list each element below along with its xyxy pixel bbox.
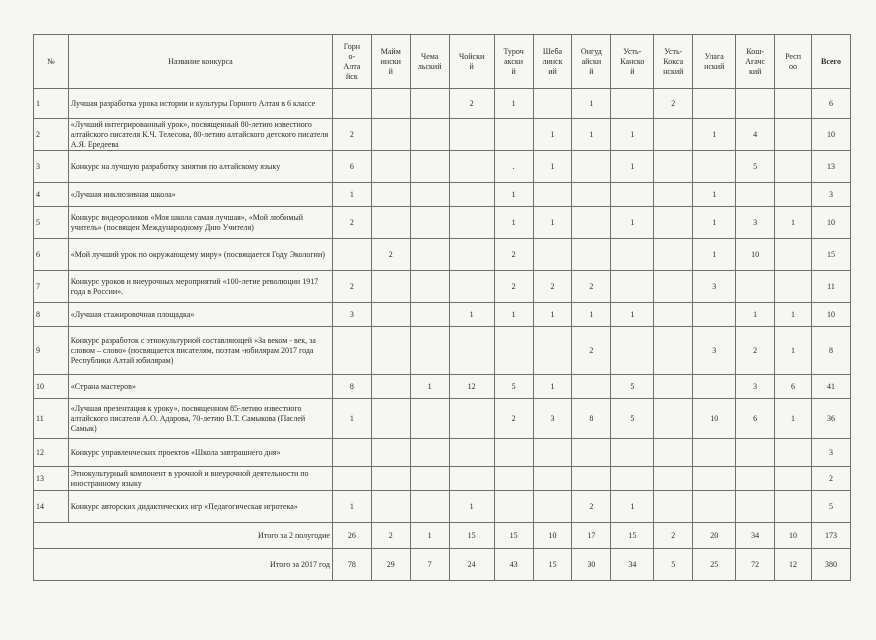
header-district: Усть- Кокса нский bbox=[654, 35, 693, 89]
contest-name: Конкурс авторских дидактических игр «Педагогическая игротека» bbox=[68, 491, 332, 523]
header-district: Чема льский bbox=[410, 35, 449, 89]
header-district: Чойски й bbox=[449, 35, 494, 89]
participant-count bbox=[736, 271, 775, 303]
contest-name: Конкурс управленческих проектов «Школа завтрашнего дня» bbox=[68, 439, 332, 467]
table-row bbox=[34, 271, 851, 303]
participant-count bbox=[332, 89, 371, 119]
participant-count bbox=[410, 439, 449, 467]
participant-count bbox=[332, 467, 371, 491]
summary-row bbox=[34, 523, 851, 549]
participant-count bbox=[654, 375, 693, 399]
participant-count: 6 bbox=[332, 151, 371, 183]
participant-count: 2 bbox=[654, 89, 693, 119]
participant-count bbox=[410, 491, 449, 523]
participant-count: 10 bbox=[736, 239, 775, 271]
summary-value: 30 bbox=[572, 549, 611, 581]
participant-count bbox=[410, 207, 449, 239]
participant-count bbox=[654, 327, 693, 375]
summary-row bbox=[34, 549, 851, 581]
participant-count bbox=[371, 183, 410, 207]
participant-count: 1 bbox=[611, 151, 654, 183]
participant-count: 2 bbox=[494, 399, 533, 439]
participant-count: 1 bbox=[533, 375, 572, 399]
summary-value: 34 bbox=[611, 549, 654, 581]
contest-name: Этнокультурный компонент в урочной и внеурочной деятельности по иностранному языку bbox=[68, 467, 332, 491]
participant-count bbox=[494, 467, 533, 491]
summary-value: 15 bbox=[611, 523, 654, 549]
header-district: Майм ински й bbox=[371, 35, 410, 89]
participant-count bbox=[736, 183, 775, 207]
summary-value: 78 bbox=[332, 549, 371, 581]
participant-count: 2 bbox=[449, 89, 494, 119]
participant-count: 1 bbox=[494, 183, 533, 207]
participant-count bbox=[775, 491, 812, 523]
participant-count bbox=[775, 151, 812, 183]
participant-count bbox=[332, 327, 371, 375]
participant-count bbox=[572, 151, 611, 183]
participant-count bbox=[572, 239, 611, 271]
participant-count bbox=[371, 207, 410, 239]
participant-count: 1 bbox=[410, 375, 449, 399]
table-row bbox=[34, 439, 851, 467]
participant-count: 2 bbox=[736, 327, 775, 375]
participant-count bbox=[410, 183, 449, 207]
participant-count bbox=[371, 151, 410, 183]
participant-count bbox=[410, 151, 449, 183]
participant-count bbox=[693, 303, 736, 327]
participant-count: 2 bbox=[332, 271, 371, 303]
participant-count bbox=[775, 271, 812, 303]
contest-name: Конкурс на лучшую разработку занятия по алтайскому языку bbox=[68, 151, 332, 183]
summary-label: Итого за 2017 год bbox=[34, 549, 333, 581]
participant-count bbox=[410, 119, 449, 151]
participant-count: 5 bbox=[611, 375, 654, 399]
row-total: 3 bbox=[811, 439, 850, 467]
row-total: 11 bbox=[811, 271, 850, 303]
participant-count bbox=[693, 151, 736, 183]
participant-count: 2 bbox=[494, 271, 533, 303]
participant-count: 1 bbox=[332, 183, 371, 207]
summary-value: 34 bbox=[736, 523, 775, 549]
header-district: Усть- Канско й bbox=[611, 35, 654, 89]
participant-count: 2 bbox=[572, 491, 611, 523]
participant-count: 1 bbox=[693, 207, 736, 239]
table-row bbox=[34, 399, 851, 439]
row-number: 8 bbox=[34, 303, 69, 327]
row-number: 9 bbox=[34, 327, 69, 375]
contest-name: Конкурс разработок с этнокультурной составляющей «За веком - век, за словом – слово» (посвящается писателям, поэтам -юбилярам 2017 года Республики Алтай юбилярам) bbox=[68, 327, 332, 375]
row-number: 6 bbox=[34, 239, 69, 271]
row-number: 12 bbox=[34, 439, 69, 467]
participant-count bbox=[410, 89, 449, 119]
participant-count: 2 bbox=[332, 119, 371, 151]
participant-count: 1 bbox=[693, 183, 736, 207]
participant-count: 1 bbox=[533, 303, 572, 327]
summary-value: 17 bbox=[572, 523, 611, 549]
summary-value: 10 bbox=[775, 523, 812, 549]
participant-count bbox=[449, 119, 494, 151]
table-body bbox=[34, 89, 851, 581]
participant-count bbox=[572, 467, 611, 491]
participant-count bbox=[693, 89, 736, 119]
participant-count: 10 bbox=[693, 399, 736, 439]
participant-count bbox=[775, 183, 812, 207]
participant-count: 1 bbox=[775, 303, 812, 327]
participant-count bbox=[410, 239, 449, 271]
summary-value: 2 bbox=[654, 523, 693, 549]
table-row bbox=[34, 239, 851, 271]
participant-count: 2 bbox=[572, 271, 611, 303]
contest-name: «Лучший интегрированный урок», посвященный 80-летию известного алтайского писателя К.Ч. Телесова, 80-летию алтайского детского писателя А.Я. Ередеева bbox=[68, 119, 332, 151]
participant-count bbox=[494, 491, 533, 523]
table-row bbox=[34, 375, 851, 399]
header-district: Туроч акски й bbox=[494, 35, 533, 89]
participant-count bbox=[494, 327, 533, 375]
participant-count: 3 bbox=[332, 303, 371, 327]
row-total: 41 bbox=[811, 375, 850, 399]
participant-count: 1 bbox=[449, 491, 494, 523]
header-total: Всего bbox=[811, 35, 850, 89]
participant-count: 6 bbox=[736, 399, 775, 439]
participant-count bbox=[533, 239, 572, 271]
row-number: 7 bbox=[34, 271, 69, 303]
participant-count bbox=[611, 89, 654, 119]
participant-count bbox=[654, 399, 693, 439]
summary-label: Итого за 2 полугодие bbox=[34, 523, 333, 549]
participant-count bbox=[693, 491, 736, 523]
summary-value: 29 bbox=[371, 549, 410, 581]
row-total: 10 bbox=[811, 119, 850, 151]
summary-value: 20 bbox=[693, 523, 736, 549]
participant-count: 1 bbox=[775, 207, 812, 239]
participant-count bbox=[611, 271, 654, 303]
row-total: 8 bbox=[811, 327, 850, 375]
row-number: 5 bbox=[34, 207, 69, 239]
summary-value: 5 bbox=[654, 549, 693, 581]
summary-value: 43 bbox=[494, 549, 533, 581]
contest-name: Конкурс видеороликов «Моя школа самая лучшая», «Мой любимый учитель» (посвящен Международному Дню Учителя) bbox=[68, 207, 332, 239]
participant-count bbox=[494, 119, 533, 151]
participant-count: 1 bbox=[332, 491, 371, 523]
participant-count: 5 bbox=[736, 151, 775, 183]
participant-count bbox=[332, 239, 371, 271]
participant-count: 1 bbox=[611, 491, 654, 523]
participant-count: 2 bbox=[533, 271, 572, 303]
row-number: 3 bbox=[34, 151, 69, 183]
participant-count: 5 bbox=[611, 399, 654, 439]
participant-count bbox=[572, 439, 611, 467]
summary-value: 25 bbox=[693, 549, 736, 581]
contest-name: «Лучшая инклюзивная школа» bbox=[68, 183, 332, 207]
participant-count bbox=[449, 439, 494, 467]
row-total: 36 bbox=[811, 399, 850, 439]
participant-count bbox=[654, 239, 693, 271]
participant-count: 3 bbox=[693, 271, 736, 303]
participant-count: 6 bbox=[775, 375, 812, 399]
participant-count bbox=[371, 327, 410, 375]
participant-count bbox=[654, 271, 693, 303]
participant-count: 1 bbox=[332, 399, 371, 439]
participant-count bbox=[775, 239, 812, 271]
contest-name: Конкурс уроков и внеурочных мероприятий «100-летие революции 1917 года в России». bbox=[68, 271, 332, 303]
participant-count bbox=[736, 89, 775, 119]
participant-count bbox=[449, 207, 494, 239]
row-total: 10 bbox=[811, 207, 850, 239]
row-number: 2 bbox=[34, 119, 69, 151]
participant-count bbox=[533, 491, 572, 523]
participant-count: 1 bbox=[449, 303, 494, 327]
participant-count bbox=[775, 89, 812, 119]
row-total: 3 bbox=[811, 183, 850, 207]
participant-count bbox=[449, 467, 494, 491]
table-row bbox=[34, 119, 851, 151]
row-number: 11 bbox=[34, 399, 69, 439]
participant-count bbox=[611, 183, 654, 207]
participant-count bbox=[654, 207, 693, 239]
participant-count: 1 bbox=[533, 207, 572, 239]
participant-count: 1 bbox=[775, 399, 812, 439]
participant-count bbox=[693, 375, 736, 399]
header-no: № bbox=[34, 35, 69, 89]
participant-count: 1 bbox=[494, 89, 533, 119]
contest-name: Лучшая разработка урока истории и культуры Горного Алтая в 6 классе bbox=[68, 89, 332, 119]
summary-total: 380 bbox=[811, 549, 850, 581]
participant-count bbox=[654, 303, 693, 327]
row-total: 6 bbox=[811, 89, 850, 119]
row-number: 4 bbox=[34, 183, 69, 207]
participant-count bbox=[654, 491, 693, 523]
table-row bbox=[34, 491, 851, 523]
participant-count: 3 bbox=[736, 207, 775, 239]
participant-count: 2 bbox=[572, 327, 611, 375]
participant-count: 1 bbox=[693, 239, 736, 271]
participant-count bbox=[654, 439, 693, 467]
participant-count: 8 bbox=[572, 399, 611, 439]
header-district: Шеба линск ий bbox=[533, 35, 572, 89]
participant-count bbox=[371, 439, 410, 467]
row-total: 13 bbox=[811, 151, 850, 183]
participant-count: 1 bbox=[611, 207, 654, 239]
contest-name: «Лучшая презентация к уроку», посвященном 85-летию известного алтайского писателя А.О. Адарова, 70-летию В.Т. Самыкова (Паслей Самык) bbox=[68, 399, 332, 439]
participant-count: 3 bbox=[693, 327, 736, 375]
row-total: 5 bbox=[811, 491, 850, 523]
participant-count: 1 bbox=[533, 119, 572, 151]
participant-count bbox=[533, 467, 572, 491]
participant-count: 4 bbox=[736, 119, 775, 151]
participant-count bbox=[533, 327, 572, 375]
participant-count bbox=[775, 439, 812, 467]
participant-count bbox=[449, 183, 494, 207]
row-total: 10 bbox=[811, 303, 850, 327]
participant-count bbox=[736, 467, 775, 491]
participant-count bbox=[410, 327, 449, 375]
row-number: 14 bbox=[34, 491, 69, 523]
participant-count bbox=[371, 467, 410, 491]
table-row bbox=[34, 207, 851, 239]
participant-count bbox=[371, 89, 410, 119]
participant-count: 2 bbox=[371, 239, 410, 271]
header-district: Онгуд айски й bbox=[572, 35, 611, 89]
participant-count: 3 bbox=[736, 375, 775, 399]
participant-count bbox=[775, 467, 812, 491]
summary-value: 7 bbox=[410, 549, 449, 581]
summary-value: 24 bbox=[449, 549, 494, 581]
participant-count bbox=[449, 239, 494, 271]
participant-count bbox=[371, 119, 410, 151]
participant-count: 1 bbox=[611, 303, 654, 327]
summary-value: 1 bbox=[410, 523, 449, 549]
participant-count bbox=[736, 439, 775, 467]
participant-count bbox=[449, 151, 494, 183]
table-row bbox=[34, 151, 851, 183]
participant-count bbox=[693, 439, 736, 467]
participant-count bbox=[494, 439, 533, 467]
participant-count bbox=[736, 491, 775, 523]
participant-count bbox=[611, 239, 654, 271]
participant-count bbox=[410, 303, 449, 327]
participant-count bbox=[654, 151, 693, 183]
table-row bbox=[34, 89, 851, 119]
participant-count: 1 bbox=[572, 89, 611, 119]
table-row bbox=[34, 303, 851, 327]
header-district: Кош- Агачс кий bbox=[736, 35, 775, 89]
participant-count: 2 bbox=[332, 207, 371, 239]
row-number: 10 bbox=[34, 375, 69, 399]
participant-count: 12 bbox=[449, 375, 494, 399]
header-district: Респ оо bbox=[775, 35, 812, 89]
participant-count bbox=[654, 467, 693, 491]
participant-count bbox=[371, 399, 410, 439]
summary-value: 10 bbox=[533, 523, 572, 549]
row-number: 13 bbox=[34, 467, 69, 491]
header-district: Горн о- Алта йск bbox=[332, 35, 371, 89]
row-total: 2 bbox=[811, 467, 850, 491]
header-name: Название конкурса bbox=[68, 35, 332, 89]
row-number: 1 bbox=[34, 89, 69, 119]
participant-count: 1 bbox=[572, 303, 611, 327]
row-total: 15 bbox=[811, 239, 850, 271]
participant-count bbox=[449, 327, 494, 375]
participant-count bbox=[572, 207, 611, 239]
header-row bbox=[34, 35, 851, 89]
participant-count bbox=[611, 327, 654, 375]
contest-name: «Страна мастеров» bbox=[68, 375, 332, 399]
participant-count bbox=[533, 89, 572, 119]
participant-count: 1 bbox=[736, 303, 775, 327]
summary-value: 12 bbox=[775, 549, 812, 581]
participant-count: 3 bbox=[533, 399, 572, 439]
participant-count bbox=[371, 491, 410, 523]
participant-count: 1 bbox=[533, 151, 572, 183]
participant-count: 1 bbox=[494, 303, 533, 327]
participant-count bbox=[572, 375, 611, 399]
participant-count: 2 bbox=[494, 239, 533, 271]
summary-value: 15 bbox=[533, 549, 572, 581]
summary-value: 2 bbox=[371, 523, 410, 549]
summary-total: 173 bbox=[811, 523, 850, 549]
table-row bbox=[34, 327, 851, 375]
participant-count: 1 bbox=[494, 207, 533, 239]
summary-value: 15 bbox=[494, 523, 533, 549]
participant-count: 1 bbox=[572, 119, 611, 151]
participant-count bbox=[332, 439, 371, 467]
table-row bbox=[34, 183, 851, 207]
participant-count: . bbox=[494, 151, 533, 183]
summary-value: 15 bbox=[449, 523, 494, 549]
participant-count bbox=[410, 399, 449, 439]
participant-count bbox=[449, 399, 494, 439]
participant-count bbox=[533, 439, 572, 467]
participant-count bbox=[533, 183, 572, 207]
participant-count bbox=[654, 183, 693, 207]
participant-count: 1 bbox=[693, 119, 736, 151]
participant-count bbox=[371, 375, 410, 399]
participant-count bbox=[611, 467, 654, 491]
participant-count bbox=[371, 303, 410, 327]
summary-value: 26 bbox=[332, 523, 371, 549]
participant-count bbox=[410, 271, 449, 303]
participant-count bbox=[572, 183, 611, 207]
contest-table bbox=[33, 34, 851, 581]
participant-count bbox=[449, 271, 494, 303]
participant-count: 5 bbox=[494, 375, 533, 399]
participant-count bbox=[611, 439, 654, 467]
summary-value: 72 bbox=[736, 549, 775, 581]
contest-name: «Мой лучший урок по окружающему миру» (посвящается Году Экологии) bbox=[68, 239, 332, 271]
participant-count bbox=[693, 467, 736, 491]
participant-count bbox=[410, 467, 449, 491]
participant-count: 1 bbox=[775, 327, 812, 375]
participant-count: 8 bbox=[332, 375, 371, 399]
participant-count bbox=[654, 119, 693, 151]
header-district: Улага нский bbox=[693, 35, 736, 89]
participant-count: 1 bbox=[611, 119, 654, 151]
participant-count bbox=[371, 271, 410, 303]
participant-count bbox=[775, 119, 812, 151]
contest-name: «Лучшая стажировочная площадка» bbox=[68, 303, 332, 327]
table-row bbox=[34, 467, 851, 491]
